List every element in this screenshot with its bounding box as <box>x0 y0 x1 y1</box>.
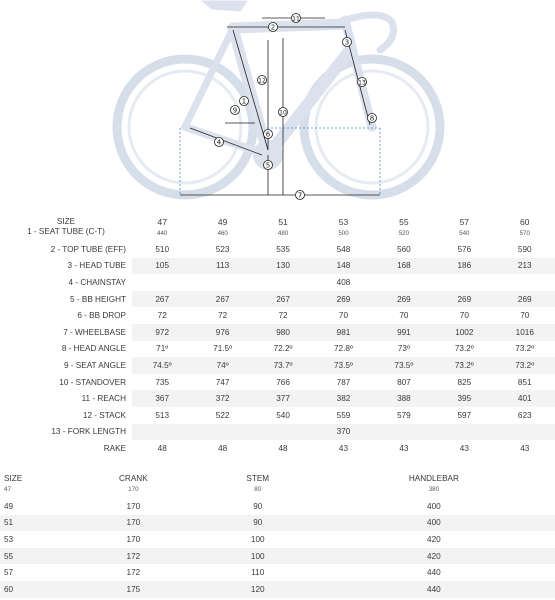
component-row <box>0 564 555 581</box>
geometry-cell <box>192 424 252 441</box>
component-cell: 53 <box>4 534 14 544</box>
geometry-cell: 70 <box>399 311 409 321</box>
size-col-49: 49 460 <box>217 217 228 237</box>
geometry-row-label: 10 - STANDOVER <box>59 377 126 387</box>
geometry-cell: 43 <box>338 443 349 453</box>
geometry-cell: 1016 <box>495 324 555 341</box>
component-cell: 51 <box>0 515 64 532</box>
geometry-cell: 623 <box>517 410 532 420</box>
geometry-cell: 74.5º <box>132 357 192 374</box>
geometry-row-label: 11 - REACH <box>81 394 126 404</box>
geometry-header-label <box>0 217 132 241</box>
geometry-row <box>0 291 555 308</box>
geometry-cell: 388 <box>374 390 434 407</box>
geometry-cell: 513 <box>155 410 170 420</box>
marker-label: 1 <box>241 97 247 106</box>
marker-label: 6 <box>265 130 271 139</box>
geometry-cell: 735 <box>155 377 170 387</box>
marker-label: 10 <box>279 109 287 117</box>
geometry-row-label: 7 - WHEELBASE <box>63 327 126 337</box>
geometry-cell: 747 <box>215 377 230 387</box>
component-cell: 57 <box>4 568 14 578</box>
geometry-cell: 148 <box>313 258 373 275</box>
geometry-cell: 74º <box>192 357 252 374</box>
geometry-cell <box>434 424 494 441</box>
geometry-cell: 73º <box>397 344 410 354</box>
geometry-cell: 540 <box>276 410 290 420</box>
geometry-row-label: 2 - TOP TUBE (EFF) <box>50 244 126 254</box>
geometry-cell: 72.8º <box>334 344 353 354</box>
component-cell: 175 <box>64 581 203 598</box>
geometry-cell: 48 <box>218 443 228 453</box>
component-row <box>0 581 555 598</box>
bike-silhouette <box>117 2 440 195</box>
geometry-cell: 73.5º <box>374 357 434 374</box>
geometry-cell: 597 <box>457 410 472 420</box>
geometry-cell: 113 <box>192 258 252 275</box>
size-col-55: 55 520 <box>398 217 410 237</box>
component-row <box>0 515 555 532</box>
geometry-row-label: 12 - STACK <box>82 410 126 420</box>
geometry-cell: 269 <box>495 291 555 308</box>
geometry-cell: 370 <box>313 424 373 441</box>
marker-label: 3 <box>344 38 350 47</box>
component-cell: 60 <box>0 581 64 598</box>
geometry-cell <box>192 274 252 291</box>
size-col-53: 53 500 <box>338 217 349 237</box>
geometry-cell: 267 <box>192 291 252 308</box>
component-row <box>0 531 555 548</box>
component-cell: 170 <box>64 515 203 532</box>
component-cell: 90 <box>203 515 313 532</box>
geometry-cell: 73.2º <box>454 344 474 354</box>
geometry-cell: 73.2º <box>495 357 555 374</box>
comp-header-size: SIZE 47 <box>4 474 23 493</box>
geometry-cell: 548 <box>336 244 351 254</box>
size-col-57: 57 540 <box>459 217 470 237</box>
geometry-row <box>0 258 555 275</box>
geometry-cell <box>132 274 192 291</box>
geometry-cell: 522 <box>215 410 230 420</box>
component-cell: 120 <box>203 581 313 598</box>
geometry-cell: 72 <box>218 311 228 321</box>
component-cell: 55 <box>0 548 64 565</box>
geometry-cell: 382 <box>313 390 373 407</box>
geometry-cell: 766 <box>276 377 290 387</box>
component-cell: 420 <box>313 548 555 565</box>
geometry-cell: 980 <box>253 324 313 341</box>
geometry-row-label: 4 - CHAINSTAY <box>68 277 126 287</box>
geometry-cell: 48 <box>157 443 167 453</box>
geometry-cell: 73.2º <box>434 357 494 374</box>
geometry-cell: 73.5º <box>313 357 373 374</box>
geometry-row-label: 6 - BB DROP <box>77 311 126 321</box>
geometry-row-label: 5 - BB HEIGHT <box>70 294 126 304</box>
geometry-cell: 825 <box>457 377 472 387</box>
component-cell: 100 <box>203 548 313 565</box>
geometry-cell: 377 <box>253 390 313 407</box>
geometry-row-label: 9 - SEAT ANGLE <box>63 360 126 370</box>
geometry-cell: 43 <box>520 443 530 453</box>
geometry-cell: 186 <box>434 258 494 275</box>
geometry-row-label: 13 - FORK LENGTH <box>51 427 126 437</box>
geometry-row <box>0 241 555 258</box>
geometry-cell: 105 <box>132 258 192 275</box>
marker-label: 7 <box>297 191 303 200</box>
geometry-cell: 267 <box>253 291 313 308</box>
geometry-cell: 1002 <box>434 324 494 341</box>
component-cell: 170 <box>126 534 141 544</box>
component-cell: 440 <box>427 568 441 578</box>
marker-label: 2 <box>270 23 276 32</box>
geometry-row <box>0 324 555 341</box>
geometry-cell: 168 <box>374 258 434 275</box>
geometry-cell <box>374 424 434 441</box>
geometry-cell: 73.2º <box>515 344 535 354</box>
geometry-cell: 71.5º <box>213 344 233 354</box>
geometry-cell: 510 <box>155 244 170 254</box>
geometry-table <box>0 217 555 457</box>
geometry-cell: 991 <box>374 324 434 341</box>
geometry-row-label: 8 - HEAD ANGLE <box>61 344 126 354</box>
comp-header-handlebar: HANDLEBAR 380 <box>408 474 459 493</box>
geometry-cell: 73.7º <box>253 357 313 374</box>
marker-label: 9 <box>232 106 238 115</box>
geometry-row <box>0 274 555 291</box>
geometry-cell: 72 <box>157 311 167 321</box>
comp-header-crank: CRANK 170 <box>119 474 148 493</box>
geometry-cell: 576 <box>457 244 472 254</box>
geometry-cell: 395 <box>434 390 494 407</box>
geometry-row <box>0 357 555 374</box>
geometry-cell: 972 <box>132 324 192 341</box>
geometry-cell: 71º <box>156 344 169 354</box>
geometry-cell: 269 <box>313 291 373 308</box>
geometry-cell <box>434 274 494 291</box>
geometry-cell: 70 <box>520 311 530 321</box>
component-cell: 440 <box>313 581 555 598</box>
component-cell: 400 <box>427 501 441 511</box>
marker-label: 4 <box>216 138 222 147</box>
geometry-cell: 43 <box>399 443 409 453</box>
component-row <box>0 548 555 565</box>
component-cell: 110 <box>251 568 265 578</box>
geometry-cell: 560 <box>397 244 411 254</box>
geometry-cell <box>495 274 555 291</box>
geometry-row-label: RAKE <box>103 443 126 453</box>
component-cell: 100 <box>250 534 265 544</box>
components-table <box>0 474 555 598</box>
comp-header-stem: STEM 80 <box>246 474 270 493</box>
geometry-row <box>0 307 555 324</box>
component-cell: 170 <box>126 501 141 511</box>
geometry-cell: 408 <box>336 277 351 287</box>
components-header-row <box>0 474 555 498</box>
geometry-cell <box>495 424 555 441</box>
geometry-row <box>0 374 555 391</box>
geometry-row <box>0 407 555 424</box>
geometry-cell: 372 <box>192 390 252 407</box>
marker-label: 13 <box>358 79 366 87</box>
component-cell: 400 <box>313 515 555 532</box>
component-cell: 49 <box>4 501 14 511</box>
component-cell: 172 <box>64 548 203 565</box>
geometry-cell: 535 <box>276 244 290 254</box>
seat-tube-header: 1 - SEAT TUBE (C-T) <box>27 227 105 236</box>
geometry-cell: 267 <box>132 291 192 308</box>
geometry-cell: 523 <box>215 244 230 254</box>
geometry-row-label: 3 - HEAD TUBE <box>67 261 126 271</box>
geometry-cell: 981 <box>313 324 373 341</box>
geometry-cell <box>253 274 313 291</box>
geometry-cell: 72.2º <box>273 344 293 354</box>
geometry-cell <box>132 424 192 441</box>
geometry-cell: 213 <box>495 258 555 275</box>
geometry-cell: 807 <box>397 377 411 387</box>
geometry-cell: 43 <box>459 443 469 453</box>
component-row <box>0 498 555 515</box>
marker-label: 5 <box>265 161 271 170</box>
geometry-row <box>0 341 555 358</box>
geometry-cell: 48 <box>278 443 288 453</box>
marker-label: 12 <box>258 77 266 85</box>
geometry-cell <box>253 424 313 441</box>
geometry-cell: 70 <box>459 311 469 321</box>
geometry-cell: 269 <box>374 291 434 308</box>
geometry-cell: 787 <box>336 377 351 387</box>
geometry-cell: 367 <box>132 390 192 407</box>
geometry-cell <box>374 274 434 291</box>
geometry-cell: 130 <box>253 258 313 275</box>
component-cell: 420 <box>427 534 441 544</box>
size-col-60: 60 570 <box>519 217 530 237</box>
component-cell: 90 <box>253 501 263 511</box>
size-col-47: 47 440 <box>157 217 168 237</box>
geometry-cell: 72 <box>278 311 288 321</box>
size-col-51: 51 480 <box>277 217 289 237</box>
geometry-header-row <box>0 217 555 241</box>
geometry-cell: 579 <box>397 410 411 420</box>
geometry-cell: 851 <box>517 377 532 387</box>
geometry-cell: 976 <box>192 324 252 341</box>
geometry-cell: 559 <box>336 410 351 420</box>
component-cell: 172 <box>126 568 141 578</box>
size-header: SIZE <box>56 217 76 226</box>
geometry-row <box>0 440 555 457</box>
geometry-cell: 269 <box>434 291 494 308</box>
geometry-cell: 401 <box>495 390 555 407</box>
geometry-row <box>0 424 555 441</box>
geometry-cell: 590 <box>517 244 532 254</box>
geometry-cell: 70 <box>338 311 349 321</box>
geometry-row <box>0 390 555 407</box>
bike-geometry-diagram <box>0 0 555 205</box>
marker-label: 11 <box>292 15 300 23</box>
marker-label: 8 <box>369 114 375 123</box>
